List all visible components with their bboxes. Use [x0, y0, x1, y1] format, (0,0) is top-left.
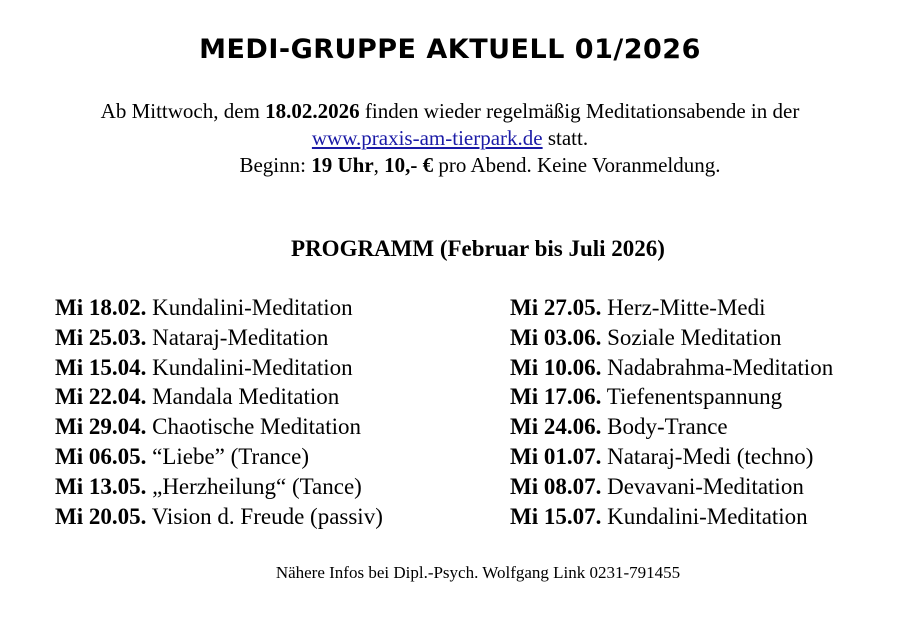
program-item	[510, 382, 833, 412]
program-item	[510, 502, 833, 532]
program-event: Nataraj-Medi (techno)	[607, 443, 814, 469]
program-item	[55, 293, 383, 323]
intro-line-3	[0, 152, 900, 179]
intro-text: Beginn:	[239, 153, 312, 177]
program-item	[510, 323, 833, 353]
contact-footer: Nähere Infos bei Dipl.-Psych. Wolfgang Link 0231-791455	[275, 563, 681, 582]
program-item	[55, 382, 383, 412]
program-date: Mi 22.04.	[55, 384, 147, 410]
start-time: 19 Uhr	[311, 153, 374, 177]
program-item	[510, 442, 833, 472]
program-event: Nataraj-Meditation	[152, 324, 329, 350]
price: 10,- €	[384, 153, 434, 177]
program-event: Vision d. Freude (passiv)	[151, 503, 383, 529]
program-event: Kundalini-Meditation	[607, 503, 808, 529]
program-event: Kundalini-Meditation	[152, 295, 353, 320]
program-date: Mi 06.05.	[55, 443, 147, 469]
program-item	[55, 502, 383, 532]
program-date: Mi 29.04.	[55, 414, 147, 440]
intro-line-1	[0, 98, 900, 125]
program-event: Devavani-Meditation	[607, 473, 804, 499]
intro-line-2	[0, 125, 900, 152]
program-item	[55, 472, 383, 502]
program-date: Mi 03.06.	[510, 324, 602, 350]
program-date: Mi 25.03.	[55, 324, 147, 350]
program-item	[510, 472, 833, 502]
program-event: Chaotische Meditation	[152, 414, 361, 440]
program-date: Mi 10.06.	[510, 354, 602, 380]
program-item	[55, 412, 383, 442]
program-event: Soziale Meditation	[607, 324, 782, 350]
program-event: Herz-Mitte-Medi	[607, 295, 766, 320]
intro-paragraph	[0, 98, 900, 179]
program-event: “Liebe” (Trance)	[152, 443, 309, 469]
program-date: Mi 15.07.	[510, 503, 602, 529]
program-event: Nadabrahma-Meditation	[607, 354, 834, 380]
program-date: Mi 18.02.	[55, 295, 147, 320]
program-date: Mi 01.07.	[510, 443, 602, 469]
program-list-left	[55, 293, 383, 531]
program-item	[55, 323, 383, 353]
program-event: Kundalini-Meditation	[152, 354, 353, 380]
program-item	[55, 442, 383, 472]
program-item	[510, 412, 833, 442]
program-event: Tiefenentspannung	[606, 384, 783, 410]
program-heading: PROGRAMM (Februar bis Juli 2026)	[291, 236, 665, 261]
program-date: Mi 13.05.	[55, 473, 147, 499]
program-item	[510, 293, 833, 323]
separator: ,	[373, 153, 385, 177]
website-link[interactable]: www.praxis-am-tierpark.de	[311, 126, 543, 150]
program-item	[55, 353, 383, 383]
program-date: Mi 27.05.	[510, 295, 602, 320]
program-item	[510, 353, 833, 383]
page-title: MEDI-GRUPPE AKTUELL 01/2026	[199, 34, 701, 65]
program-date: Mi 15.04.	[55, 354, 147, 380]
intro-text: statt.	[542, 126, 589, 150]
intro-text: pro Abend. Keine Voranmeldung.	[433, 153, 721, 177]
program-list-right	[510, 293, 833, 531]
program-date: Mi 24.06.	[510, 414, 602, 440]
program-event: Mandala Meditation	[152, 384, 340, 410]
intro-text: finden wieder regelmäßig Meditationsabende in der	[359, 99, 800, 123]
program-date: Mi 08.07.	[510, 473, 602, 499]
intro-text: Ab Mittwoch, dem	[100, 99, 266, 123]
start-date: 18.02.2026	[265, 99, 360, 123]
program-date: Mi 20.05.	[55, 503, 147, 529]
program-event: Body-Trance	[607, 414, 728, 440]
program-date: Mi 17.06.	[510, 384, 602, 410]
program-event: „Herzheilung“ (Tance)	[152, 473, 362, 499]
